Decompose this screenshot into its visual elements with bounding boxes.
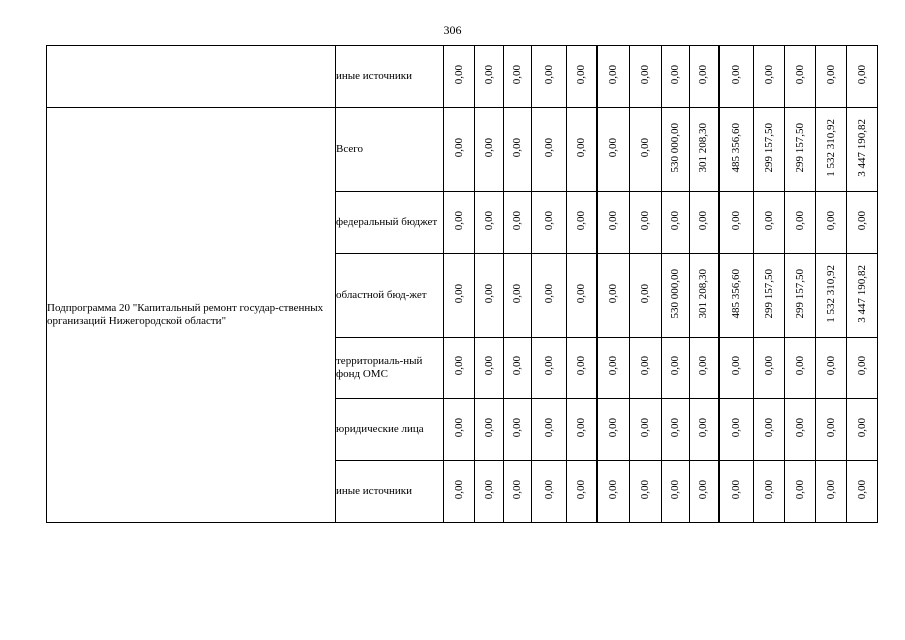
value-text: 0,00 xyxy=(824,356,837,376)
value-cell xyxy=(847,338,878,399)
value-text: 0,00 xyxy=(452,283,465,304)
value-cell xyxy=(532,46,567,108)
value-text: 0,00 xyxy=(762,210,775,231)
value-text: 0,00 xyxy=(855,479,868,500)
value-text: 0,00 xyxy=(511,210,523,231)
value-text: 0,00 xyxy=(762,417,775,438)
value-cell xyxy=(754,192,785,254)
value-text: 0,00 xyxy=(639,356,651,376)
value-text: 299 157,50 xyxy=(762,122,775,173)
value-text: 3 447 190,82 xyxy=(855,264,868,323)
value-text: 0,00 xyxy=(697,210,710,231)
value-cell xyxy=(444,399,475,461)
value-cell xyxy=(475,46,504,108)
value-text: 530 000,00 xyxy=(669,268,681,319)
value-cell xyxy=(532,461,567,523)
value-cell xyxy=(597,461,630,523)
value-cell xyxy=(662,192,690,254)
value-text: 0,00 xyxy=(542,210,555,231)
value-text: 0,00 xyxy=(729,356,742,376)
value-cell xyxy=(444,108,475,192)
value-cell xyxy=(754,399,785,461)
value-cell xyxy=(719,399,754,461)
value-cell xyxy=(785,254,816,338)
value-cell xyxy=(662,254,690,338)
value-text: 0,00 xyxy=(542,137,555,158)
value-cell xyxy=(504,461,532,523)
value-cell xyxy=(444,461,475,523)
value-cell xyxy=(475,338,504,399)
value-text: 0,00 xyxy=(542,64,555,85)
funding-source: территориаль-ный фонд ОМС xyxy=(336,338,444,399)
budget-table xyxy=(46,45,878,523)
value-text: 0,00 xyxy=(793,210,806,231)
program-title: Подпрограмма 20 "Капитальный ремонт государ-ственных организаций Нижегородской области" xyxy=(47,108,336,523)
funding-source: юридические лица xyxy=(336,399,444,461)
value-text: 0,00 xyxy=(452,137,465,158)
value-cell xyxy=(785,399,816,461)
value-text: 0,00 xyxy=(606,64,619,85)
value-text: 0,00 xyxy=(482,356,495,376)
value-text: 0,00 xyxy=(697,64,710,85)
value-cell xyxy=(567,192,597,254)
value-text: 0,00 xyxy=(511,417,523,438)
value-text: 0,00 xyxy=(482,417,495,438)
value-text: 0,00 xyxy=(729,64,742,85)
value-text: 0,00 xyxy=(606,137,619,158)
value-cell xyxy=(567,338,597,399)
value-cell xyxy=(630,254,662,338)
value-cell xyxy=(567,108,597,192)
value-cell xyxy=(719,461,754,523)
value-text: 0,00 xyxy=(542,283,555,304)
value-cell xyxy=(504,399,532,461)
value-cell xyxy=(532,254,567,338)
value-text: 0,00 xyxy=(542,356,555,376)
value-cell xyxy=(690,461,719,523)
value-cell xyxy=(475,254,504,338)
value-cell xyxy=(785,461,816,523)
empty-program-cell xyxy=(47,46,336,108)
value-cell xyxy=(504,338,532,399)
value-text: 485 356,60 xyxy=(729,268,742,319)
value-cell xyxy=(847,461,878,523)
value-cell xyxy=(662,108,690,192)
value-text: 0,00 xyxy=(639,283,651,304)
table-row xyxy=(47,46,878,108)
value-text: 0,00 xyxy=(606,283,619,304)
value-text: 0,00 xyxy=(762,356,775,376)
value-cell xyxy=(504,108,532,192)
funding-source: областной бюд-жет xyxy=(336,254,444,338)
value-cell xyxy=(597,254,630,338)
value-cell xyxy=(662,338,690,399)
value-cell xyxy=(475,461,504,523)
value-text: 0,00 xyxy=(639,210,651,231)
value-cell xyxy=(719,254,754,338)
value-text: 0,00 xyxy=(574,210,587,231)
value-text: 0,00 xyxy=(452,210,465,231)
value-text: 299 157,50 xyxy=(793,122,806,173)
value-cell xyxy=(719,108,754,192)
value-cell xyxy=(597,399,630,461)
value-cell xyxy=(847,254,878,338)
value-text: 0,00 xyxy=(855,417,868,438)
value-cell xyxy=(662,46,690,108)
value-text: 301 208,30 xyxy=(697,122,710,173)
value-text: 0,00 xyxy=(697,479,710,500)
value-text: 0,00 xyxy=(669,479,681,500)
value-text: 0,00 xyxy=(452,417,465,438)
value-text: 530 000,00 xyxy=(669,122,681,173)
value-text: 0,00 xyxy=(574,356,587,376)
value-text: 0,00 xyxy=(574,64,587,85)
value-cell xyxy=(754,108,785,192)
value-text: 0,00 xyxy=(482,210,495,231)
value-cell xyxy=(785,108,816,192)
value-text: 0,00 xyxy=(824,479,837,500)
value-text: 0,00 xyxy=(669,210,681,231)
value-text: 0,00 xyxy=(793,64,806,85)
value-cell xyxy=(444,46,475,108)
value-cell xyxy=(690,338,719,399)
value-cell xyxy=(690,399,719,461)
value-text: 299 157,50 xyxy=(793,268,806,319)
value-text: 0,00 xyxy=(697,356,710,376)
value-text: 0,00 xyxy=(639,137,651,158)
value-cell xyxy=(816,108,847,192)
value-text: 0,00 xyxy=(793,356,806,376)
value-cell xyxy=(567,46,597,108)
value-text: 0,00 xyxy=(606,417,619,438)
value-cell xyxy=(847,399,878,461)
value-cell xyxy=(690,192,719,254)
value-cell xyxy=(816,46,847,108)
value-text: 0,00 xyxy=(482,137,495,158)
value-cell xyxy=(597,108,630,192)
value-text: 0,00 xyxy=(639,479,651,500)
value-text: 0,00 xyxy=(729,479,742,500)
value-text: 0,00 xyxy=(511,137,523,158)
value-text: 0,00 xyxy=(511,283,523,304)
value-cell xyxy=(475,399,504,461)
value-text: 0,00 xyxy=(452,479,465,500)
value-cell xyxy=(444,338,475,399)
funding-source: иные источники xyxy=(336,461,444,523)
value-text: 0,00 xyxy=(855,210,868,231)
table-row xyxy=(47,108,878,192)
value-text: 299 157,50 xyxy=(762,268,775,319)
value-cell xyxy=(816,254,847,338)
value-text: 301 208,30 xyxy=(697,268,710,319)
value-cell xyxy=(847,192,878,254)
value-text: 0,00 xyxy=(762,64,775,85)
value-text: 3 447 190,82 xyxy=(855,118,868,177)
value-cell xyxy=(444,254,475,338)
value-cell xyxy=(532,108,567,192)
value-text: 0,00 xyxy=(511,356,523,376)
value-text: 0,00 xyxy=(669,64,681,85)
value-text: 0,00 xyxy=(824,417,837,438)
value-cell xyxy=(567,399,597,461)
value-text: 0,00 xyxy=(574,479,587,500)
value-cell xyxy=(816,399,847,461)
value-text: 0,00 xyxy=(606,479,619,500)
value-cell xyxy=(444,192,475,254)
value-cell xyxy=(504,46,532,108)
value-cell xyxy=(816,192,847,254)
value-cell xyxy=(719,46,754,108)
value-cell xyxy=(754,461,785,523)
value-cell xyxy=(690,254,719,338)
value-text: 0,00 xyxy=(452,356,465,376)
value-cell xyxy=(662,461,690,523)
value-cell xyxy=(630,399,662,461)
value-text: 0,00 xyxy=(669,356,681,376)
value-text: 0,00 xyxy=(793,479,806,500)
value-text: 1 532 310,92 xyxy=(824,118,837,177)
value-cell xyxy=(690,46,719,108)
value-cell xyxy=(504,192,532,254)
value-text: 0,00 xyxy=(824,64,837,85)
value-text: 0,00 xyxy=(574,137,587,158)
value-cell xyxy=(630,192,662,254)
value-text: 0,00 xyxy=(511,64,523,85)
value-text: 0,00 xyxy=(511,479,523,500)
value-cell xyxy=(662,399,690,461)
value-cell xyxy=(754,46,785,108)
funding-source: федеральный бюджет xyxy=(336,192,444,254)
value-text: 0,00 xyxy=(482,283,495,304)
value-text: 0,00 xyxy=(697,417,710,438)
value-cell xyxy=(630,46,662,108)
value-cell xyxy=(597,338,630,399)
value-text: 0,00 xyxy=(542,417,555,438)
value-text: 0,00 xyxy=(729,417,742,438)
value-cell xyxy=(754,254,785,338)
value-cell xyxy=(475,192,504,254)
value-cell xyxy=(532,192,567,254)
value-cell xyxy=(816,461,847,523)
value-text: 0,00 xyxy=(452,64,465,85)
value-cell xyxy=(597,46,630,108)
value-text: 0,00 xyxy=(542,479,555,500)
value-cell xyxy=(785,338,816,399)
value-cell xyxy=(785,192,816,254)
value-cell xyxy=(785,46,816,108)
value-cell xyxy=(630,461,662,523)
funding-source: Всего xyxy=(336,108,444,192)
value-text: 0,00 xyxy=(729,210,742,231)
value-text: 0,00 xyxy=(855,64,868,85)
value-text: 0,00 xyxy=(606,210,619,231)
value-text: 0,00 xyxy=(606,356,619,376)
value-cell xyxy=(567,461,597,523)
value-text: 0,00 xyxy=(669,417,681,438)
value-cell xyxy=(690,108,719,192)
value-cell xyxy=(630,338,662,399)
value-text: 0,00 xyxy=(793,417,806,438)
funding-source: иные источники xyxy=(336,46,444,108)
value-cell xyxy=(567,254,597,338)
value-text: 1 532 310,92 xyxy=(824,264,837,323)
value-cell xyxy=(847,46,878,108)
value-text: 0,00 xyxy=(482,64,495,85)
value-cell xyxy=(847,108,878,192)
value-cell xyxy=(630,108,662,192)
value-cell xyxy=(532,399,567,461)
value-cell xyxy=(475,108,504,192)
value-cell xyxy=(816,338,847,399)
value-cell xyxy=(504,254,532,338)
value-text: 0,00 xyxy=(639,417,651,438)
value-cell xyxy=(719,338,754,399)
value-text: 0,00 xyxy=(762,479,775,500)
value-text: 0,00 xyxy=(855,356,868,376)
value-cell xyxy=(719,192,754,254)
value-text: 0,00 xyxy=(574,283,587,304)
value-cell xyxy=(754,338,785,399)
value-text: 0,00 xyxy=(639,64,651,85)
value-text: 485 356,60 xyxy=(729,122,742,173)
value-cell xyxy=(597,192,630,254)
value-text: 0,00 xyxy=(482,479,495,500)
value-cell xyxy=(532,338,567,399)
value-text: 0,00 xyxy=(574,417,587,438)
value-text: 0,00 xyxy=(824,210,837,231)
page-number: 306 xyxy=(443,23,462,37)
